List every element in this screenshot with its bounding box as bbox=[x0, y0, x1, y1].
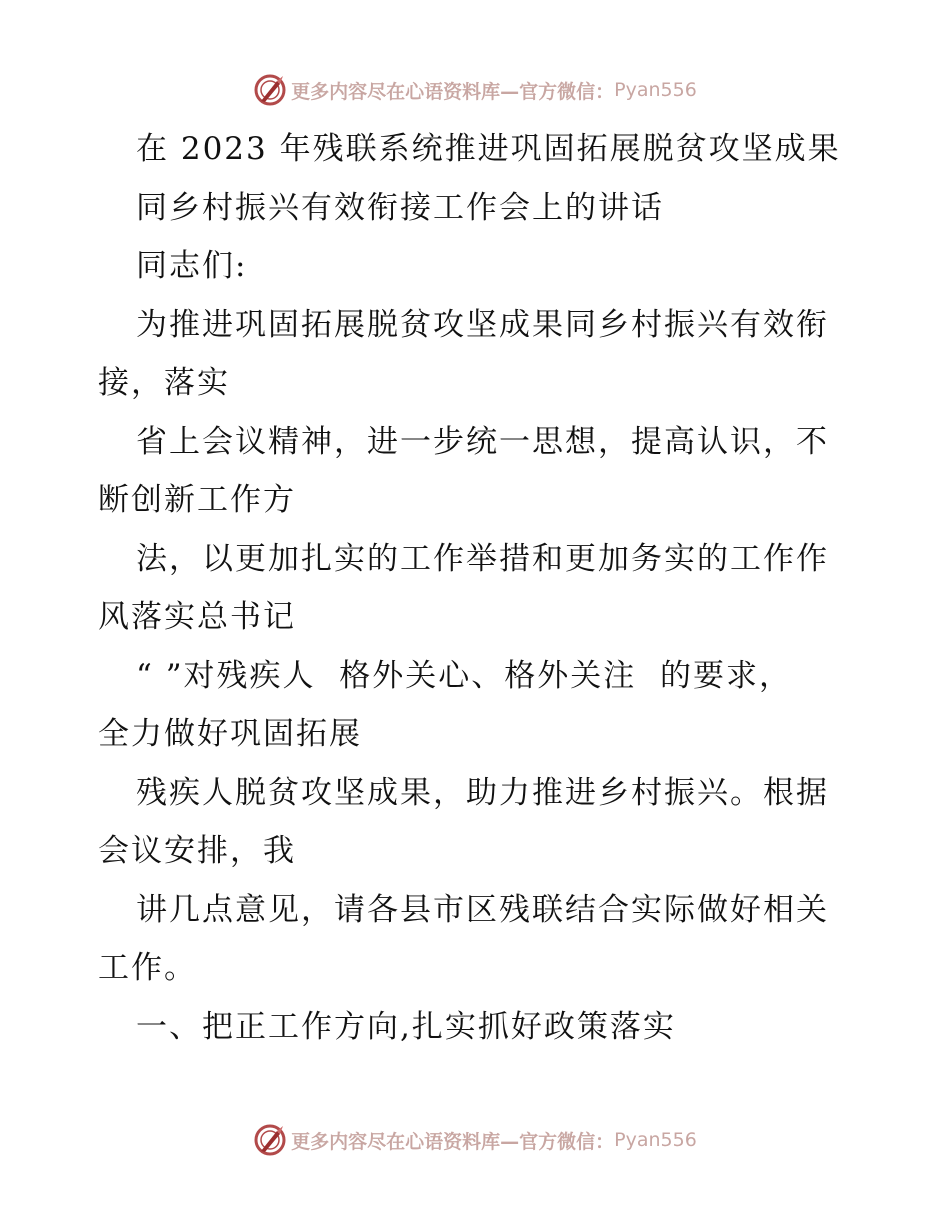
paragraph-line: 接，落实 bbox=[98, 365, 230, 401]
quill-pen-circle-icon bbox=[253, 73, 287, 107]
watermark-account: Pyan556 bbox=[614, 79, 697, 101]
title-line-2: 同乡村振兴有效衔接工作会上的讲话 bbox=[136, 189, 664, 226]
title-line-1: 在 2023 年残联系统推进巩固拓展脱贫攻坚成果 bbox=[136, 131, 841, 167]
paragraph-line: 省上会议精神，进一步统一思想，提高认识，不 bbox=[136, 423, 829, 460]
paragraph-line: 法，以更加扎实的工作举措和更加务实的工作作 bbox=[136, 540, 829, 577]
paragraph-line: 残疾人脱贫攻坚成果，助力推进乡村振兴。根据 bbox=[136, 774, 829, 811]
watermark-text: 更多内容尽在心语资料库—官方微信： bbox=[291, 80, 615, 103]
document-body bbox=[98, 120, 858, 1056]
watermark-account: Pyan556 bbox=[614, 1129, 697, 1151]
watermark-text: 更多内容尽在心语资料库—官方微信： bbox=[291, 1130, 615, 1153]
paragraph-line: “ ”对残疾人 格外关心、格外关注 的要求， bbox=[136, 657, 792, 694]
paragraph-line: 工作。 bbox=[98, 950, 197, 986]
quill-pen-circle-icon bbox=[253, 1123, 287, 1157]
paragraph-line: 风落实总书记 bbox=[98, 599, 296, 635]
watermark-banner-top bbox=[0, 70, 950, 110]
paragraph-line: 会议安排，我 bbox=[98, 833, 296, 869]
section-heading: 一、把正工作方向,扎实抓好政策落实 bbox=[136, 1008, 676, 1045]
salutation: 同志们: bbox=[136, 248, 248, 284]
paragraph-line: 为推进巩固拓展脱贫攻坚成果同乡村振兴有效衔 bbox=[136, 306, 829, 343]
paragraph-line: 全力做好巩固拓展 bbox=[98, 716, 362, 752]
paragraph-line: 讲几点意见，请各县市区残联结合实际做好相关 bbox=[136, 891, 829, 928]
watermark-banner-bottom bbox=[0, 1120, 950, 1160]
paragraph-line: 断创新工作方 bbox=[98, 482, 296, 518]
